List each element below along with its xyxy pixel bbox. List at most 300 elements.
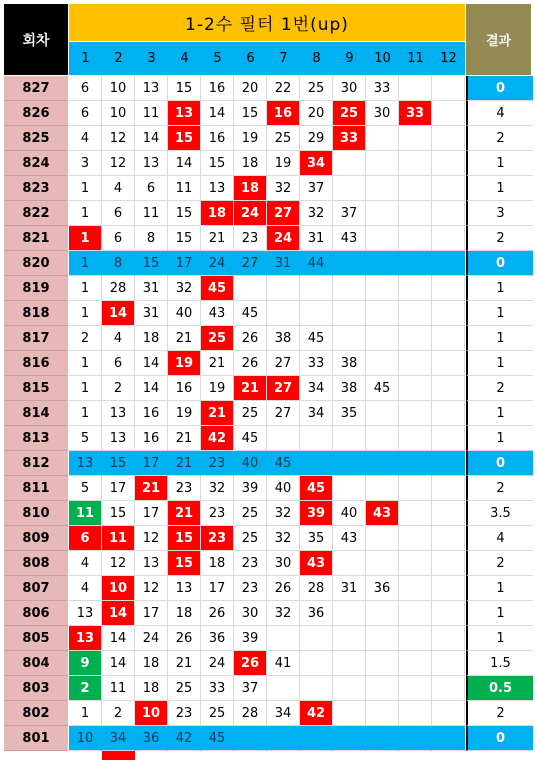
column-number-6[interactable]: 6: [246, 51, 255, 66]
number-cell[interactable]: 1: [69, 351, 102, 376]
number-cell[interactable]: 15: [135, 251, 168, 276]
round-cell[interactable]: 801: [4, 726, 68, 751]
round-cell[interactable]: 820: [4, 251, 68, 276]
result-cell[interactable]: 3: [466, 201, 533, 226]
number-cell[interactable]: 4: [102, 326, 135, 351]
number-cell[interactable]: 36: [366, 576, 399, 601]
number-cell[interactable]: 14: [135, 351, 168, 376]
hit-number-cell[interactable]: 24: [234, 201, 267, 226]
number-cell[interactable]: 4: [69, 551, 102, 576]
number-cell[interactable]: 31: [135, 276, 168, 301]
number-cell[interactable]: 20: [300, 101, 333, 126]
round-cell[interactable]: 822: [4, 201, 68, 226]
round-cell[interactable]: 815: [4, 376, 68, 401]
number-cell[interactable]: 6: [69, 76, 102, 101]
number-cell[interactable]: [333, 276, 366, 301]
number-cell[interactable]: 11: [168, 176, 201, 201]
result-cell[interactable]: 2: [466, 376, 533, 401]
number-cell[interactable]: 17: [135, 501, 168, 526]
number-cell[interactable]: [366, 301, 399, 326]
number-cell[interactable]: 23: [201, 451, 234, 476]
number-cell[interactable]: 1: [69, 201, 102, 226]
number-cell[interactable]: [366, 476, 399, 501]
result-cell[interactable]: 0: [466, 76, 533, 101]
hit-number-cell[interactable]: 15: [168, 551, 201, 576]
number-cell[interactable]: [333, 301, 366, 326]
number-cell[interactable]: 23: [168, 701, 201, 726]
number-cell[interactable]: [366, 226, 399, 251]
number-cell[interactable]: [432, 451, 465, 476]
number-cell[interactable]: [267, 301, 300, 326]
number-cell[interactable]: [333, 701, 366, 726]
number-cell[interactable]: 28: [102, 276, 135, 301]
number-cell[interactable]: 27: [267, 401, 300, 426]
result-header[interactable]: 결과: [466, 4, 531, 75]
number-cell[interactable]: [366, 426, 399, 451]
result-cell[interactable]: 1: [466, 276, 533, 301]
number-cell[interactable]: [432, 551, 465, 576]
number-cell[interactable]: [267, 676, 300, 701]
number-cell[interactable]: 43: [201, 301, 234, 326]
number-cell[interactable]: 17: [135, 601, 168, 626]
number-cell[interactable]: 30: [267, 551, 300, 576]
number-cell[interactable]: 19: [201, 376, 234, 401]
number-cell[interactable]: 30: [333, 76, 366, 101]
result-cell[interactable]: 1: [466, 601, 533, 626]
hit-number-cell[interactable]: 18: [234, 176, 267, 201]
hit-number-cell[interactable]: 21: [135, 476, 168, 501]
filter-title[interactable]: 1-2수 필터 1번(up): [69, 4, 465, 41]
round-cell[interactable]: 804: [4, 651, 68, 676]
number-cell[interactable]: 21: [201, 351, 234, 376]
round-cell[interactable]: 819: [4, 276, 68, 301]
number-cell[interactable]: 16: [201, 126, 234, 151]
number-cell[interactable]: [432, 176, 465, 201]
number-cell[interactable]: 18: [168, 601, 201, 626]
number-cell[interactable]: 26: [267, 576, 300, 601]
number-cell[interactable]: 6: [102, 201, 135, 226]
column-number-4[interactable]: 4: [180, 51, 189, 66]
number-cell[interactable]: 45: [201, 726, 234, 751]
number-cell[interactable]: 23: [201, 501, 234, 526]
number-cell[interactable]: 1: [69, 176, 102, 201]
number-cell[interactable]: 34: [267, 701, 300, 726]
hit-number-cell[interactable]: 10: [102, 576, 135, 601]
number-cell[interactable]: 19: [234, 126, 267, 151]
hit-number-cell[interactable]: 18: [201, 201, 234, 226]
number-cell[interactable]: 21: [168, 326, 201, 351]
number-cell[interactable]: [366, 126, 399, 151]
hit-number-cell[interactable]: 13: [69, 626, 102, 651]
number-cell[interactable]: 35: [333, 401, 366, 426]
number-cell[interactable]: 13: [168, 576, 201, 601]
round-cell[interactable]: 821: [4, 226, 68, 251]
number-cell[interactable]: [399, 676, 432, 701]
column-number-9[interactable]: 9: [345, 51, 354, 66]
number-cell[interactable]: [432, 726, 465, 751]
number-cell[interactable]: 13: [102, 401, 135, 426]
number-cell[interactable]: [399, 251, 432, 276]
number-cell[interactable]: [432, 276, 465, 301]
number-cell[interactable]: [399, 426, 432, 451]
number-cell[interactable]: [399, 626, 432, 651]
number-cell[interactable]: 24: [201, 651, 234, 676]
number-cell[interactable]: [300, 626, 333, 651]
number-cell[interactable]: 32: [267, 601, 300, 626]
number-cell[interactable]: 11: [102, 676, 135, 701]
number-cell[interactable]: [333, 326, 366, 351]
hit-number-cell[interactable]: 43: [366, 501, 399, 526]
number-cell[interactable]: 31: [135, 301, 168, 326]
hit-number-cell[interactable]: 33: [333, 126, 366, 151]
number-cell[interactable]: [432, 251, 465, 276]
number-cell[interactable]: [399, 476, 432, 501]
number-cell[interactable]: 16: [135, 426, 168, 451]
hit-number-cell[interactable]: 33: [399, 101, 432, 126]
number-cell[interactable]: 21: [168, 651, 201, 676]
number-cell[interactable]: [432, 601, 465, 626]
number-cell[interactable]: [399, 276, 432, 301]
round-cell[interactable]: 825: [4, 126, 68, 151]
number-cell[interactable]: [333, 726, 366, 751]
number-cell[interactable]: [366, 251, 399, 276]
number-cell[interactable]: 6: [102, 351, 135, 376]
number-cell[interactable]: 23: [234, 226, 267, 251]
hit-number-cell[interactable]: 42: [201, 426, 234, 451]
number-cell[interactable]: [432, 526, 465, 551]
number-cell[interactable]: 14: [102, 626, 135, 651]
number-cell[interactable]: 5: [69, 426, 102, 451]
number-cell[interactable]: 2: [102, 701, 135, 726]
number-cell[interactable]: 12: [102, 126, 135, 151]
number-cell[interactable]: 18: [135, 651, 168, 676]
number-cell[interactable]: 15: [102, 501, 135, 526]
number-cell[interactable]: 45: [300, 326, 333, 351]
number-cell[interactable]: 38: [333, 376, 366, 401]
round-cell[interactable]: 810: [4, 501, 68, 526]
round-cell[interactable]: 809: [4, 526, 68, 551]
number-cell[interactable]: 31: [333, 576, 366, 601]
number-cell[interactable]: 12: [135, 576, 168, 601]
number-cell[interactable]: 30: [234, 601, 267, 626]
number-cell[interactable]: [432, 151, 465, 176]
column-number-10[interactable]: 10: [374, 51, 391, 66]
number-cell[interactable]: [300, 651, 333, 676]
number-cell[interactable]: [333, 476, 366, 501]
hit-number-cell[interactable]: 21: [168, 501, 201, 526]
number-cell[interactable]: [300, 451, 333, 476]
number-cell[interactable]: 23: [234, 576, 267, 601]
number-cell[interactable]: [432, 76, 465, 101]
number-cell[interactable]: 43: [333, 226, 366, 251]
hit-number-cell[interactable]: 43: [300, 551, 333, 576]
number-cell[interactable]: 17: [102, 476, 135, 501]
number-cell[interactable]: 24: [135, 626, 168, 651]
column-number-1[interactable]: 1: [81, 51, 90, 66]
number-cell[interactable]: 40: [168, 301, 201, 326]
number-cell[interactable]: 14: [135, 376, 168, 401]
column-number-7[interactable]: 7: [279, 51, 288, 66]
number-cell[interactable]: 23: [168, 476, 201, 501]
number-cell[interactable]: [399, 76, 432, 101]
number-cell[interactable]: [432, 376, 465, 401]
round-cell[interactable]: 814: [4, 401, 68, 426]
column-number-8[interactable]: 8: [312, 51, 321, 66]
number-cell[interactable]: [366, 626, 399, 651]
number-cell[interactable]: [399, 201, 432, 226]
number-cell[interactable]: 6: [102, 226, 135, 251]
number-cell[interactable]: 13: [69, 601, 102, 626]
number-cell[interactable]: [399, 451, 432, 476]
round-header[interactable]: 회차: [4, 4, 68, 75]
hit-number-cell[interactable]: 45: [201, 276, 234, 301]
number-cell[interactable]: [399, 401, 432, 426]
result-cell[interactable]: 2: [466, 126, 533, 151]
result-cell[interactable]: 2: [466, 551, 533, 576]
number-cell[interactable]: 37: [333, 201, 366, 226]
number-cell[interactable]: 34: [300, 376, 333, 401]
hit-number-cell[interactable]: 45: [300, 476, 333, 501]
number-cell[interactable]: 18: [135, 676, 168, 701]
number-cell[interactable]: 6: [69, 101, 102, 126]
hit-number-cell[interactable]: 21: [201, 401, 234, 426]
number-cell[interactable]: 28: [234, 701, 267, 726]
number-cell[interactable]: [432, 701, 465, 726]
number-cell[interactable]: 4: [69, 126, 102, 151]
number-cell[interactable]: [366, 551, 399, 576]
number-cell[interactable]: 40: [234, 451, 267, 476]
number-cell[interactable]: [267, 276, 300, 301]
hit-number-cell[interactable]: 34: [300, 151, 333, 176]
number-cell[interactable]: [399, 326, 432, 351]
round-cell[interactable]: 817: [4, 326, 68, 351]
number-cell[interactable]: [333, 251, 366, 276]
number-cell[interactable]: 15: [168, 76, 201, 101]
number-cell[interactable]: 16: [168, 376, 201, 401]
number-cell[interactable]: [432, 501, 465, 526]
number-cell[interactable]: [399, 176, 432, 201]
number-cell[interactable]: 25: [201, 701, 234, 726]
number-cell[interactable]: [399, 726, 432, 751]
column-number-12[interactable]: 12: [440, 51, 457, 66]
number-cell[interactable]: 13: [135, 151, 168, 176]
number-cell[interactable]: 38: [333, 351, 366, 376]
number-cell[interactable]: 32: [168, 276, 201, 301]
number-cell[interactable]: 2: [102, 376, 135, 401]
number-cell[interactable]: 26: [234, 351, 267, 376]
number-cell[interactable]: 36: [135, 726, 168, 751]
number-cell[interactable]: [366, 201, 399, 226]
number-cell[interactable]: [366, 726, 399, 751]
round-cell[interactable]: 824: [4, 151, 68, 176]
number-cell[interactable]: [333, 451, 366, 476]
number-cell[interactable]: [432, 651, 465, 676]
number-cell[interactable]: 35: [300, 526, 333, 551]
number-cell[interactable]: [399, 526, 432, 551]
number-cell[interactable]: 33: [201, 676, 234, 701]
number-cell[interactable]: 12: [102, 151, 135, 176]
number-cell[interactable]: 26: [234, 326, 267, 351]
hit-number-cell[interactable]: 24: [267, 226, 300, 251]
number-cell[interactable]: [399, 376, 432, 401]
round-cell[interactable]: 818: [4, 301, 68, 326]
bonus-number-cell[interactable]: 2: [69, 676, 102, 701]
number-cell[interactable]: 45: [234, 301, 267, 326]
number-cell[interactable]: [300, 301, 333, 326]
number-cell[interactable]: 18: [201, 551, 234, 576]
number-cell[interactable]: 10: [69, 726, 102, 751]
number-cell[interactable]: [399, 151, 432, 176]
number-cell[interactable]: 45: [234, 426, 267, 451]
hit-number-cell[interactable]: 14: [102, 601, 135, 626]
number-cell[interactable]: 28: [300, 576, 333, 601]
number-cell[interactable]: 34: [102, 726, 135, 751]
number-cell[interactable]: 29: [300, 126, 333, 151]
number-cell[interactable]: [366, 176, 399, 201]
number-cell[interactable]: [366, 451, 399, 476]
number-cell[interactable]: [432, 426, 465, 451]
number-cell[interactable]: [366, 151, 399, 176]
number-cell[interactable]: 25: [234, 401, 267, 426]
number-cell[interactable]: [432, 351, 465, 376]
number-cell[interactable]: [333, 651, 366, 676]
number-cell[interactable]: 14: [168, 151, 201, 176]
number-cell[interactable]: 26: [201, 601, 234, 626]
hit-number-cell[interactable]: 16: [267, 101, 300, 126]
number-cell[interactable]: 42: [168, 726, 201, 751]
bonus-number-cell[interactable]: 11: [69, 501, 102, 526]
number-cell[interactable]: 1: [69, 276, 102, 301]
number-cell[interactable]: 4: [69, 576, 102, 601]
hit-number-cell[interactable]: 10: [135, 701, 168, 726]
number-cell[interactable]: 21: [168, 426, 201, 451]
number-cell[interactable]: [432, 401, 465, 426]
result-cell[interactable]: 1: [466, 576, 533, 601]
number-cell[interactable]: 23: [234, 551, 267, 576]
number-cell[interactable]: [267, 626, 300, 651]
round-cell[interactable]: 803: [4, 676, 68, 701]
number-cell[interactable]: [267, 426, 300, 451]
round-cell[interactable]: 812: [4, 451, 68, 476]
number-cell[interactable]: 41: [267, 651, 300, 676]
hit-number-cell[interactable]: 1: [69, 226, 102, 251]
number-cell[interactable]: 16: [201, 76, 234, 101]
number-cell[interactable]: [399, 501, 432, 526]
number-cell[interactable]: 39: [234, 626, 267, 651]
number-cell[interactable]: [399, 551, 432, 576]
result-cell[interactable]: 2: [466, 701, 533, 726]
number-cell[interactable]: [366, 276, 399, 301]
result-cell[interactable]: 4: [466, 526, 533, 551]
number-cell[interactable]: 25: [234, 501, 267, 526]
number-cell[interactable]: 17: [201, 576, 234, 601]
number-cell[interactable]: 45: [267, 451, 300, 476]
number-cell[interactable]: 14: [201, 101, 234, 126]
result-cell[interactable]: 2: [466, 226, 533, 251]
number-cell[interactable]: [399, 576, 432, 601]
round-cell[interactable]: 805: [4, 626, 68, 651]
result-cell[interactable]: 1: [466, 176, 533, 201]
round-cell[interactable]: 827: [4, 76, 68, 101]
number-cell[interactable]: 17: [135, 451, 168, 476]
number-cell[interactable]: 15: [201, 151, 234, 176]
number-cell[interactable]: 25: [267, 126, 300, 151]
number-cell[interactable]: [333, 426, 366, 451]
number-cell[interactable]: 1: [69, 701, 102, 726]
result-cell[interactable]: 1: [466, 301, 533, 326]
number-cell[interactable]: [432, 101, 465, 126]
hit-number-cell[interactable]: 19: [168, 351, 201, 376]
number-cell[interactable]: [300, 426, 333, 451]
hit-number-cell[interactable]: 42: [300, 701, 333, 726]
number-cell[interactable]: 32: [300, 201, 333, 226]
number-cell[interactable]: 15: [168, 226, 201, 251]
result-cell[interactable]: 1: [466, 151, 533, 176]
result-cell[interactable]: 1: [466, 351, 533, 376]
number-cell[interactable]: 15: [102, 451, 135, 476]
number-cell[interactable]: 10: [102, 101, 135, 126]
number-cell[interactable]: 14: [102, 651, 135, 676]
number-cell[interactable]: 2: [69, 326, 102, 351]
number-cell[interactable]: [432, 126, 465, 151]
hit-number-cell[interactable]: 11: [102, 526, 135, 551]
number-cell[interactable]: [234, 276, 267, 301]
result-cell[interactable]: 3.5: [466, 501, 533, 526]
hit-number-cell[interactable]: 21: [234, 376, 267, 401]
hit-number-cell[interactable]: 15: [168, 126, 201, 151]
column-number-2[interactable]: 2: [114, 51, 123, 66]
number-cell[interactable]: [333, 676, 366, 701]
round-cell[interactable]: 816: [4, 351, 68, 376]
round-cell[interactable]: 807: [4, 576, 68, 601]
result-cell[interactable]: 1: [466, 401, 533, 426]
number-cell[interactable]: 45: [366, 376, 399, 401]
number-cell[interactable]: 32: [267, 176, 300, 201]
number-cell[interactable]: 39: [234, 476, 267, 501]
number-cell[interactable]: 40: [333, 501, 366, 526]
result-cell[interactable]: 0: [466, 251, 533, 276]
number-cell[interactable]: 13: [102, 426, 135, 451]
number-cell[interactable]: 31: [267, 251, 300, 276]
result-cell[interactable]: 4: [466, 101, 533, 126]
number-cell[interactable]: 16: [135, 401, 168, 426]
round-cell[interactable]: 823: [4, 176, 68, 201]
number-cell[interactable]: [399, 226, 432, 251]
number-cell[interactable]: 13: [135, 76, 168, 101]
bonus-number-cell[interactable]: 9: [69, 651, 102, 676]
number-cell[interactable]: 43: [333, 526, 366, 551]
number-cell[interactable]: 11: [135, 201, 168, 226]
number-cell[interactable]: [366, 326, 399, 351]
hit-number-cell[interactable]: 15: [168, 526, 201, 551]
round-cell[interactable]: 802: [4, 701, 68, 726]
round-cell[interactable]: 811: [4, 476, 68, 501]
number-cell[interactable]: 4: [102, 176, 135, 201]
number-cell[interactable]: [399, 601, 432, 626]
number-cell[interactable]: 21: [201, 226, 234, 251]
number-cell[interactable]: [432, 476, 465, 501]
number-cell[interactable]: 1: [69, 401, 102, 426]
number-cell[interactable]: 25: [168, 676, 201, 701]
number-cell[interactable]: 34: [300, 401, 333, 426]
result-cell[interactable]: 0.5: [466, 676, 533, 701]
number-cell[interactable]: 13: [135, 551, 168, 576]
number-cell[interactable]: 3: [69, 151, 102, 176]
hit-number-cell[interactable]: 39: [300, 501, 333, 526]
number-cell[interactable]: [366, 676, 399, 701]
hit-number-cell[interactable]: 25: [333, 101, 366, 126]
round-cell[interactable]: 806: [4, 601, 68, 626]
